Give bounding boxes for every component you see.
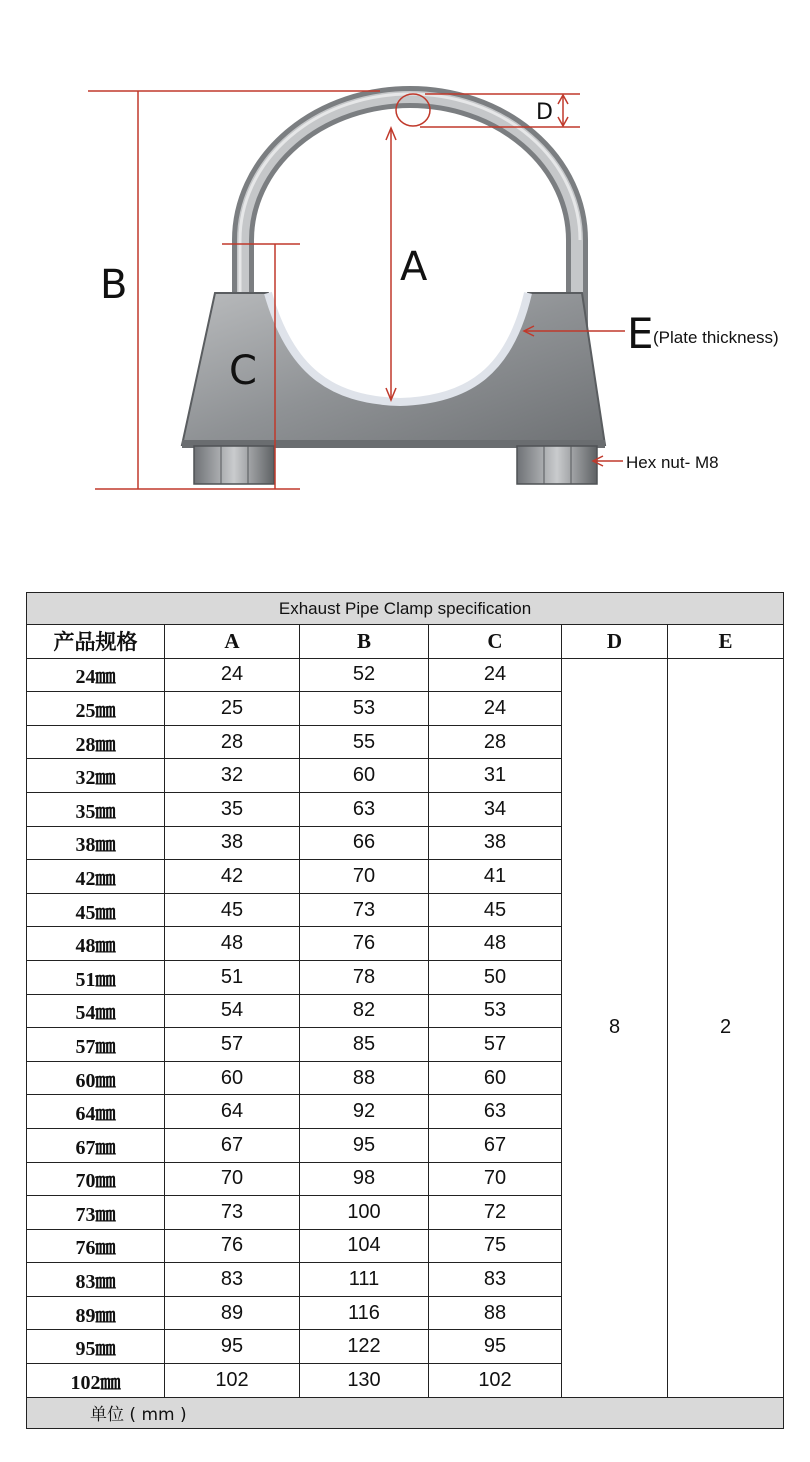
label-e-note: (Plate thickness) xyxy=(653,328,779,347)
cell-b: 76 xyxy=(300,927,429,961)
cell-e-merged: 2 xyxy=(668,658,784,1397)
label-d: D xyxy=(536,100,553,125)
cell-a: 83 xyxy=(165,1263,300,1297)
cell-spec: 73㎜ xyxy=(27,1196,165,1230)
cell-a: 32 xyxy=(165,759,300,793)
cell-b: 116 xyxy=(300,1296,429,1330)
cell-b: 98 xyxy=(300,1162,429,1196)
header-c: C xyxy=(429,625,562,659)
cell-c: 75 xyxy=(429,1229,562,1263)
cell-b: 63 xyxy=(300,792,429,826)
cell-c: 31 xyxy=(429,759,562,793)
cell-spec: 51㎜ xyxy=(27,960,165,994)
header-d: D xyxy=(562,625,668,659)
cell-spec: 64㎜ xyxy=(27,1095,165,1129)
cell-d-merged: 8 xyxy=(562,658,668,1397)
cell-b: 78 xyxy=(300,960,429,994)
cell-c: 83 xyxy=(429,1263,562,1297)
cell-c: 60 xyxy=(429,1061,562,1095)
table-row xyxy=(27,658,784,692)
cell-c: 102 xyxy=(429,1364,562,1398)
cell-c: 53 xyxy=(429,994,562,1028)
cell-a: 35 xyxy=(165,792,300,826)
header-spec: 产品规格 xyxy=(27,625,165,659)
cell-spec: 48㎜ xyxy=(27,927,165,961)
cell-b: 111 xyxy=(300,1263,429,1297)
cell-spec: 76㎜ xyxy=(27,1229,165,1263)
cell-b: 66 xyxy=(300,826,429,860)
cell-a: 76 xyxy=(165,1229,300,1263)
cell-a: 28 xyxy=(165,725,300,759)
cell-c: 95 xyxy=(429,1330,562,1364)
label-e: E xyxy=(627,309,654,358)
label-a: A xyxy=(400,244,428,290)
unit-note: 单位 ( mm ) xyxy=(90,1405,187,1426)
cell-spec: 45㎜ xyxy=(27,893,165,927)
hex-nut-right xyxy=(517,446,597,484)
cell-a: 57 xyxy=(165,1028,300,1062)
cell-c: 34 xyxy=(429,792,562,826)
cell-b: 104 xyxy=(300,1229,429,1263)
cell-spec: 28㎜ xyxy=(27,725,165,759)
label-c: C xyxy=(229,348,257,394)
cell-spec: 67㎜ xyxy=(27,1128,165,1162)
table-title: Exhaust Pipe Clamp specification xyxy=(27,593,784,625)
cell-a: 73 xyxy=(165,1196,300,1230)
u-bolt-clamp-diagram xyxy=(0,0,810,540)
cell-spec: 24㎜ xyxy=(27,658,165,692)
cell-c: 88 xyxy=(429,1296,562,1330)
cell-a: 24 xyxy=(165,658,300,692)
cell-c: 28 xyxy=(429,725,562,759)
cell-b: 85 xyxy=(300,1028,429,1062)
cell-spec: 38㎜ xyxy=(27,826,165,860)
cell-c: 63 xyxy=(429,1095,562,1129)
cell-c: 24 xyxy=(429,692,562,726)
cell-a: 95 xyxy=(165,1330,300,1364)
cell-a: 70 xyxy=(165,1162,300,1196)
cell-a: 67 xyxy=(165,1128,300,1162)
hex-nut-left xyxy=(194,446,274,484)
cell-spec: 83㎜ xyxy=(27,1263,165,1297)
cell-spec: 35㎜ xyxy=(27,792,165,826)
cell-b: 130 xyxy=(300,1364,429,1398)
cell-a: 42 xyxy=(165,860,300,894)
cell-b: 95 xyxy=(300,1128,429,1162)
cell-spec: 54㎜ xyxy=(27,994,165,1028)
cell-c: 48 xyxy=(429,927,562,961)
cell-b: 82 xyxy=(300,994,429,1028)
cell-a: 102 xyxy=(165,1364,300,1398)
label-hex-nut: Hex nut- M8 xyxy=(626,453,719,472)
cell-c: 50 xyxy=(429,960,562,994)
unit-note-cell xyxy=(27,1397,784,1428)
table-footer-row xyxy=(27,1397,784,1428)
cell-b: 73 xyxy=(300,893,429,927)
cell-c: 72 xyxy=(429,1196,562,1230)
table-header-row xyxy=(27,625,784,659)
cell-a: 51 xyxy=(165,960,300,994)
cell-a: 25 xyxy=(165,692,300,726)
cell-spec: 70㎜ xyxy=(27,1162,165,1196)
spec-table xyxy=(26,592,784,1429)
cell-a: 60 xyxy=(165,1061,300,1095)
table-title-row xyxy=(27,593,784,625)
cell-b: 52 xyxy=(300,658,429,692)
cell-c: 38 xyxy=(429,826,562,860)
cell-a: 89 xyxy=(165,1296,300,1330)
header-b: B xyxy=(300,625,429,659)
cell-c: 41 xyxy=(429,860,562,894)
cell-b: 53 xyxy=(300,692,429,726)
cell-b: 55 xyxy=(300,725,429,759)
cell-spec: 95㎜ xyxy=(27,1330,165,1364)
cell-spec: 25㎜ xyxy=(27,692,165,726)
cell-spec: 60㎜ xyxy=(27,1061,165,1095)
cell-c: 70 xyxy=(429,1162,562,1196)
cell-a: 38 xyxy=(165,826,300,860)
cell-a: 54 xyxy=(165,994,300,1028)
cell-spec: 42㎜ xyxy=(27,860,165,894)
cell-c: 45 xyxy=(429,893,562,927)
cell-b: 122 xyxy=(300,1330,429,1364)
cell-b: 100 xyxy=(300,1196,429,1230)
cell-b: 88 xyxy=(300,1061,429,1095)
cell-b: 92 xyxy=(300,1095,429,1129)
cell-a: 64 xyxy=(165,1095,300,1129)
cell-spec: 102㎜ xyxy=(27,1364,165,1398)
cell-a: 45 xyxy=(165,893,300,927)
cell-c: 24 xyxy=(429,658,562,692)
label-b: B xyxy=(100,262,128,308)
cell-a: 48 xyxy=(165,927,300,961)
header-e: E xyxy=(668,625,784,659)
cell-b: 60 xyxy=(300,759,429,793)
header-a: A xyxy=(165,625,300,659)
cell-spec: 57㎜ xyxy=(27,1028,165,1062)
cell-c: 57 xyxy=(429,1028,562,1062)
cell-spec: 89㎜ xyxy=(27,1296,165,1330)
cell-c: 67 xyxy=(429,1128,562,1162)
cell-spec: 32㎜ xyxy=(27,759,165,793)
cell-b: 70 xyxy=(300,860,429,894)
